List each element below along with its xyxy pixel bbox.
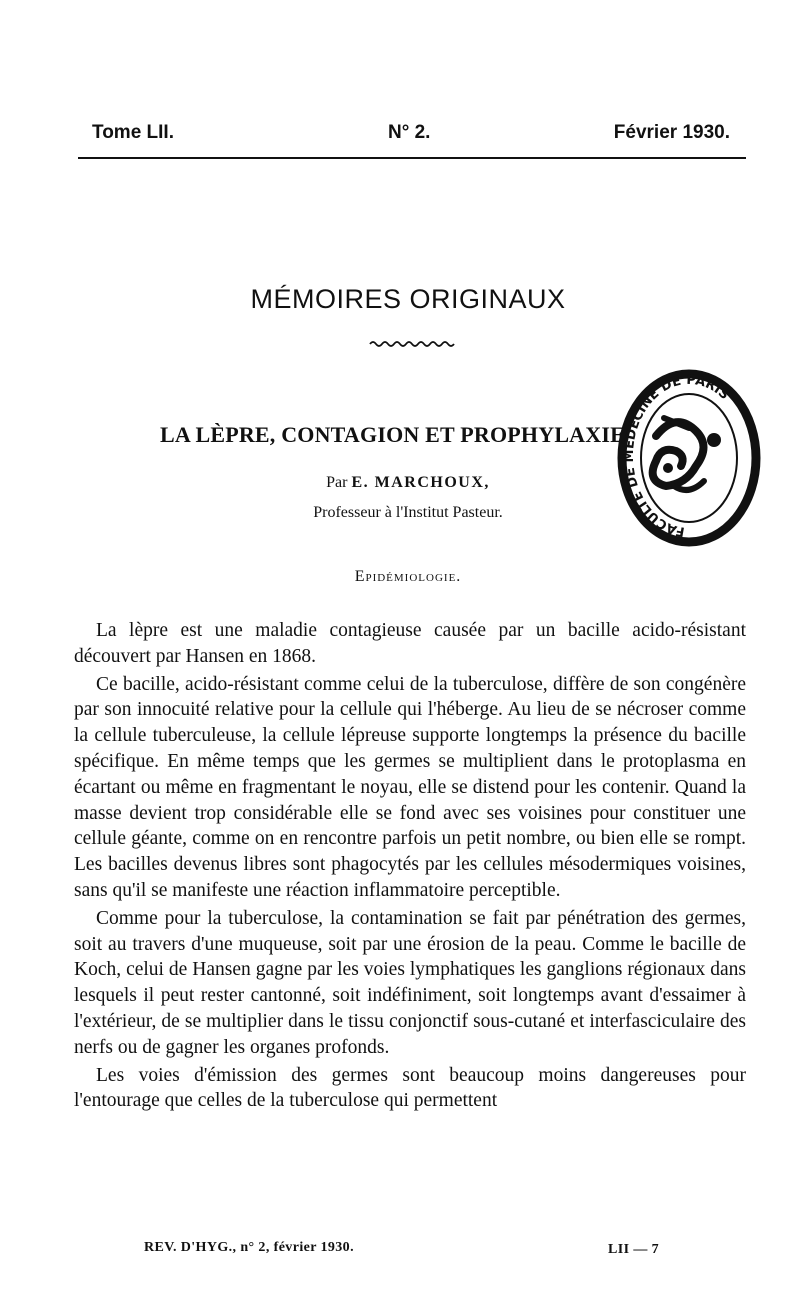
volume-label: Tome LII.: [92, 122, 174, 143]
article-body: [74, 618, 746, 1116]
subheading: Epidémiologie.: [354, 568, 462, 585]
paragraph: Comme pour la tuberculose, la contamination se fait par pénétration des germes, soit au travers d'une muqueuse, soit par une érosion de la peau. Comme le bacille de Koch, celui de Hansen gagne par les voies lymphatiques les ganglions régionaux dans lesquels il peut rester cantonné, soit indéfiniment, soit longtemps avant d'essaimer à l'extérieur, de se multiplier dans le tissu conjonctif sous-cutané et interfasciculaire des nerfs ou de gagner les organes profonds.: [74, 907, 746, 1058]
author-affiliation: Professeur à l'Institut Pasteur.: [313, 504, 503, 521]
paragraph: Ce bacille, acido-résistant comme celui de la tuberculose, diffère de son congénère par son innocuité relative pour la cellule qui l'héberge. Au lieu de se nécroser comme la cellule tuberculeuse, la cellule lépreuse supporte longtemps la présence du bacille spécifique. En même temps que les germes se multiplient dans le protoplasma en écartant ou même en fragmentant le noyau, elle se distend pour les contenir. Quand la masse devient trop considérable elle se fond avec ses voisines pour constituer une cellule géante, comme on en rencontre parfois un petit nombre, ou bien elle se rompt. Les bacilles devenus libres sont phagocytés par les cellules mésodermiques voisines, sans qu'il se manifeste une réaction inflammatoire perceptible.: [74, 673, 746, 901]
paragraph: La lèpre est une maladie contagieuse causée par un bacille acido-résistant découvert par Hansen en 1868.: [74, 620, 746, 667]
footer-signature: LII — 7: [608, 1242, 660, 1257]
paragraph: Les voies d'émission des germes sont beaucoup moins dangereuses pour l'entourage que celles de la tuberculose qui permettent: [74, 1064, 746, 1112]
footer-citation: REV. D'HYG., n° 2, février 1930.: [144, 1240, 354, 1255]
by-prefix: Par: [326, 474, 348, 491]
library-stamp: [616, 366, 762, 550]
issue-number: N° 2.: [388, 122, 431, 143]
section-title: MÉMOIRES ORIGINAUX: [250, 284, 566, 314]
article-title: LA LÈPRE, CONTAGION ET PROPHYLAXIE: [160, 422, 625, 447]
author-name: E. MARCHOUX,: [351, 474, 490, 491]
stamp-text: FACULTÉ DE MÉDECINE DE PARIS: [622, 372, 732, 539]
wavy-ornament: [368, 338, 458, 350]
issue-date: Février 1930.: [613, 122, 730, 143]
running-header: [78, 118, 746, 154]
header-rule: [78, 157, 746, 159]
